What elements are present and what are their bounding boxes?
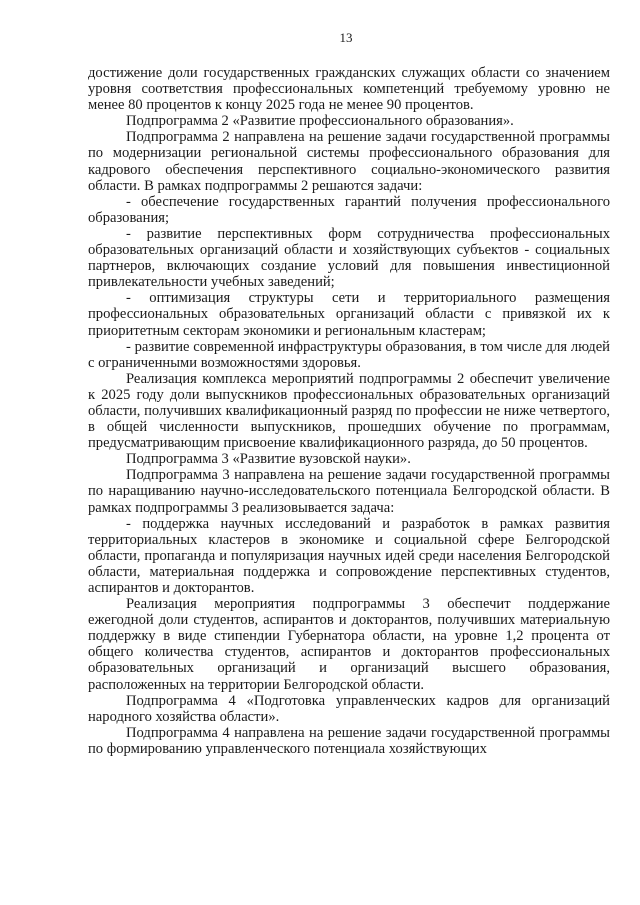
subprogram-4-heading: Подпрограмма 4 «Подготовка управленческих кадров для организаций народного хозяйства области».	[88, 692, 610, 725]
paragraph: Реализация мероприятия подпрограммы 3 обеспечит поддержание ежегодной доли студентов, аспирантов и докторантов, получивших материальную поддержку в виде стипендии Губернатора области, на уровне 1,2 процента от общего количества студентов, аспирантов и докторантов профессиональных образовательных организаций и организаций высшего образования, расположенных на территории Белгородской области.	[88, 596, 610, 693]
list-item: - развитие современной инфраструктуры образования, в том числе для людей с ограниченными возможностями здоровья.	[88, 338, 610, 371]
paragraph: Подпрограмма 3 направлена на решение задачи государственной программы по наращиванию научно-исследовательского потенциала Белгородской области. В рамках подпрограммы 3 реализовывается задача:	[88, 467, 610, 516]
list-item: - развитие перспективных форм сотрудничества профессиональных образовательных организаций области и хозяйствующих субъектов - социальных партнеров, включающих создание условий для повышения инвестиционной привлекательности учебных заведений;	[88, 225, 610, 291]
paragraph: Подпрограмма 2 направлена на решение задачи государственной программы по модернизации региональной системы профессионального образования для кадрового обеспечения перспективного социально-экономического развития области. В рамках подпрограммы 2 решаются задачи:	[88, 129, 610, 194]
page-number: 13	[339, 30, 353, 45]
paragraph: достижение доли государственных гражданских служащих области со значением уровня соответствия профессиональных компетенций требуемому уровню не менее 80 процентов к концу 2025 года не менее 90 процентов.	[88, 65, 610, 114]
list-item: - поддержка научных исследований и разработок в рамках развития территориальных кластеров в экономике и социальной сфере Белгородской области, пропаганда и популяризация научных идей среди населения Белгородской области, материальная поддержка и сопровождение перспективных студентов, аспирантов и докторантов.	[88, 515, 610, 596]
subprogram-3-heading: Подпрограмма 3 «Развитие вузовской науки».	[126, 451, 411, 468]
body-text	[88, 65, 610, 757]
paragraph: Подпрограмма 4 направлена на решение задачи государственной программы по формированию управленческого потенциала хозяйствующих	[88, 724, 610, 757]
list-item: - обеспечение государственных гарантий получения профессионального образования;	[88, 193, 610, 226]
paragraph: Реализация комплекса мероприятий подпрограммы 2 обеспечит увеличение к 2025 году доли выпускников профессиональных образовательных организаций области, получивших квалификационный разряд по профессии не ниже четвертого, в общей численности выпускников, прошедших обучение по программам, предусматривающим присвоение квалификационного разряда, до 50 процентов.	[88, 370, 611, 452]
list-item: - оптимизация структуры сети и территориального размещения профессиональных образовательных организаций области с привязкой их к приоритетным секторам экономики и региональным кластерам;	[88, 290, 610, 339]
subprogram-2-heading: Подпрограмма 2 «Развитие профессионального образования».	[126, 113, 514, 130]
